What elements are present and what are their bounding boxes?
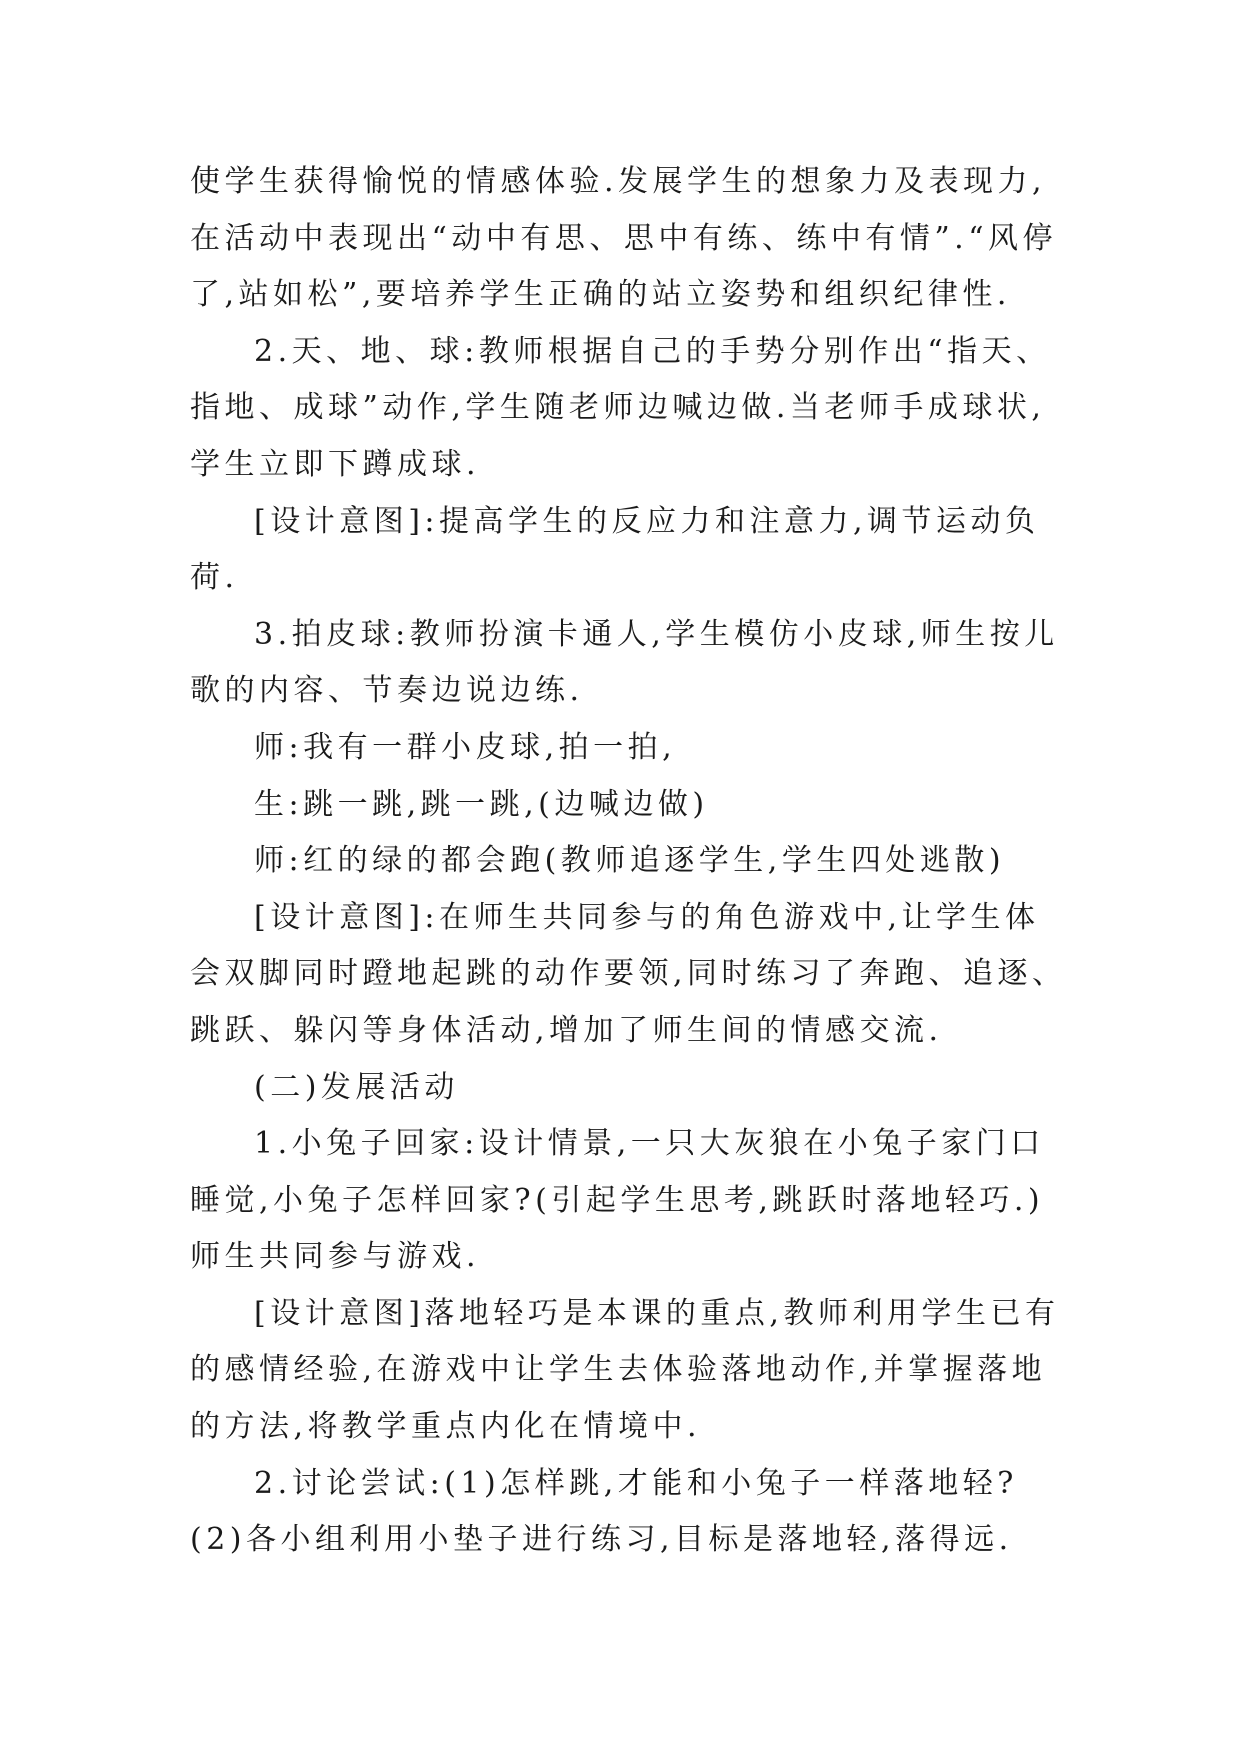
paragraph-10: 1.小兔子回家:设计情景,一只大灰狼在小兔子家门口睡觉,小兔子怎样回家?(引起学生思考,跳跃时落地轻巧.)师生共同参与游戏.	[190, 1126, 1045, 1275]
paragraph-11: [设计意图]落地轻巧是本课的重点,教师利用学生已有的感情经验,在游戏中让学生去体验落地动作,并掌握落地的方法,将教学重点内化在情境中.	[190, 1295, 1060, 1445]
paragraph-1: 使学生获得愉悦的情感体验.发展学生的想象力及表现力,在活动中表现出“动中有思、思中有练、练中有情”.“风停了,站如松”,要培养学生正确的站立姿势和组织纪律性.	[190, 164, 1058, 313]
paragraph-2: 2.天、地、球:教师根据自己的手势分别作出“指天、指地、成球”动作,学生随老师边喊边做.当老师手成球状,学生立即下蹲成球.	[190, 333, 1051, 482]
paragraph-7: 师:红的绿的都会跑(教师追逐学生,学生四处逃散)	[254, 843, 1006, 879]
paragraph-5: 师:我有一群小皮球,拍一拍,	[254, 729, 677, 765]
paragraph-12: 2.讨论尝试:(1)怎样跳,才能和小兔子一样落地轻?(2)各小组利用小垫子进行练习,目标是落地轻,落得远.	[190, 1465, 1018, 1558]
paragraph-6: 生:跳一跳,跳一跳,(边喊边做)	[254, 786, 709, 822]
body-text	[190, 154, 1070, 1569]
section-heading: (二)发展活动	[254, 1069, 459, 1105]
paragraph-8: [设计意图]:在师生共同参与的角色游戏中,让学生体会双脚同时蹬地起跳的动作要领,同时练习了奔跑、追逐、跳跃、躲闪等身体活动,增加了师生间的情感交流.	[190, 899, 1067, 1048]
paragraph-3: [设计意图]:提高学生的反应力和注意力,调节运动负荷.	[190, 503, 1040, 596]
paragraph-4: 3.拍皮球:教师扮演卡通人,学生模仿小皮球,师生按儿歌的内容、节奏边说边练.	[190, 616, 1059, 709]
